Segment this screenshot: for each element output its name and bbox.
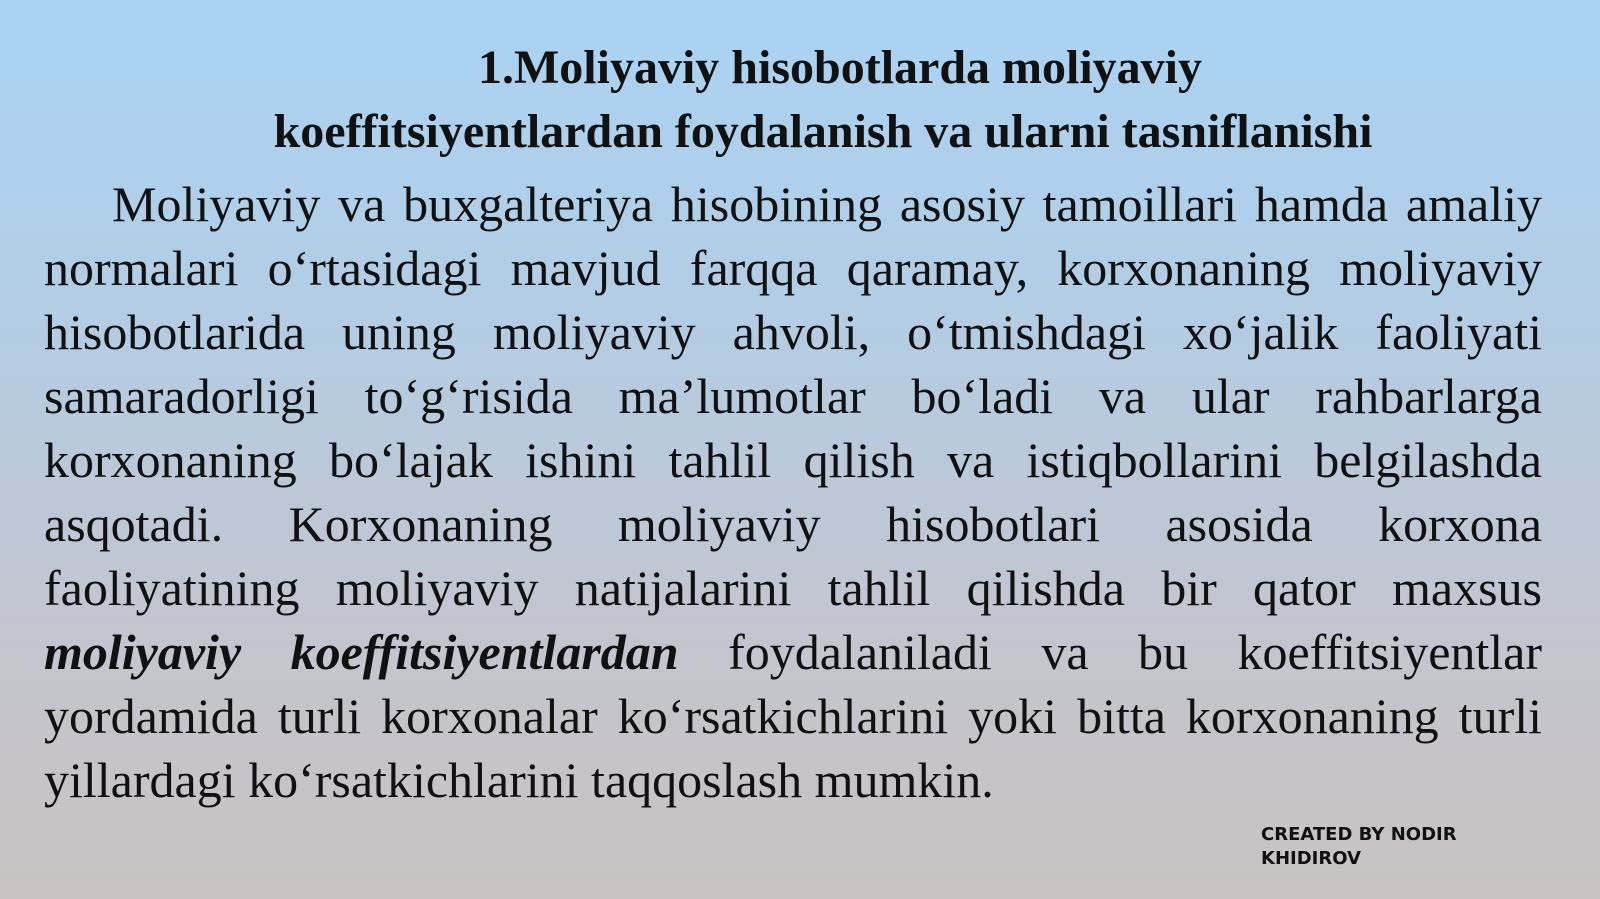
body-paragraph-text-after: foydalaniladi va bu koeffitsiyentlar yordamida turli korxonalar ko‘rsatkichlarini yoki bitta korxonaning turli yillardagi ko‘rsatkichlarini taqqoslash mumkin. [44,624,1543,808]
slide-title-line-1: 1.Moliyaviy hisobotlarda moliyaviy [477,41,1203,94]
author-credit [1261,823,1501,871]
slide-title [0,36,1600,164]
body-paragraph [44,172,1542,812]
body-paragraph-text-before: Moliyaviy va buxgalteriya hisobining asosiy tamoillari hamda amaliy normalari o‘rtasidagi mavjud farqqa qaramay, korxonaning moliyaviy hisobotlarida uning moliyaviy ahvoli, o‘tmishdagi xo‘jalik faoliyati samaradorligi to‘g‘risida ma’lumotlar bo‘ladi va ular rahbarlarga korxonaning bo‘lajak ishini tahlil qilish va istiqbollarini belgilashda asqotadi. Korxonaning moliyaviy hisobotlari asosida korxona faoliyatining moliyaviy natijalarini tahlil qilishda bir qator maxsus [44,176,1542,616]
author-credit-line-2: KHIDIROV [1261,848,1361,869]
slide-title-line-2: koeffitsiyentlardan foydalanish va ularni tasniflanishi [273,105,1373,158]
author-credit-line-1: CREATED BY NODIR [1261,824,1457,845]
body-paragraph-emphasis: moliyaviy koeffitsiyentlardan [44,624,679,680]
